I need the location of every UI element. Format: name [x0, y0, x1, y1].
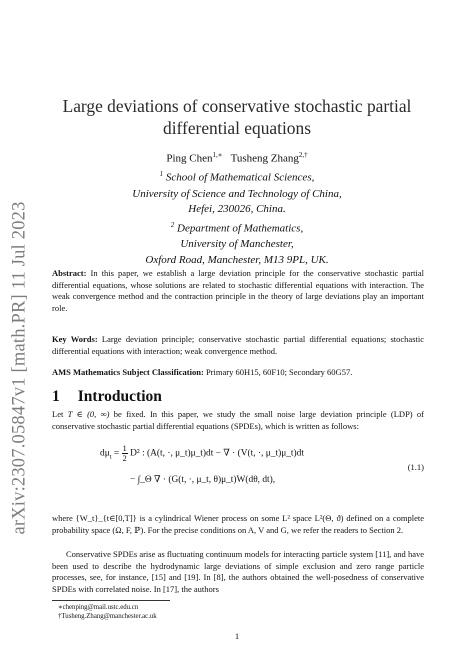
eq-equals: =	[111, 448, 122, 459]
affil-2-line-2: University of Manchester,	[180, 237, 294, 250]
ams-text: Primary 60H15, 60F10; Secondary 60G57.	[205, 367, 353, 377]
affil-2-line-3: Oxford Road, Manchester, M13 9PL, UK.	[145, 253, 329, 266]
keywords-text: Large deviation principle; conservative stochastic partial differential equations; stochastic differential equations with interaction; weak convergence method.	[52, 334, 425, 356]
abstract	[52, 268, 424, 314]
eq-fraction	[122, 444, 128, 463]
ams-classification	[52, 367, 424, 379]
equation-number: (1.1)	[407, 462, 424, 472]
abstract-label: Abstract:	[52, 268, 87, 278]
keywords-label: Key Words:	[52, 334, 98, 344]
affil-1-line-1: School of Mathematical Sciences,	[165, 171, 315, 184]
section-number: 1	[52, 388, 60, 405]
para1-math: T ∈ (0, ∞)	[67, 409, 110, 419]
footnote-2: †Tusheng.Zhang@manchester.ac.uk	[58, 613, 157, 620]
eq-rhs: D² : (A(t, ·, μ_t)μ_t)dt − ∇ · (V(t, ·, μ_t)μ_t)dt	[130, 448, 304, 459]
footnote-1: ∗chenping@mail.ustc.edu.cn	[58, 604, 139, 611]
intro-paragraph-3: Conservative SPDEs arise as fluctuating continuum models for interacting particle system [11], and have been used to describe the hydrodynamic large deviations of simple exclusion and zero range particle processes, see, for instance, [15] and [19]. In [8], the authors obtained the well-posedness of conservative SPDEs with correlated noise. In [17], the authors	[52, 549, 424, 594]
affil-2-line-1: Department of Mathematics,	[177, 222, 304, 235]
affiliation-1	[60, 167, 414, 217]
authors-block	[60, 148, 414, 268]
section-title: Introduction	[77, 388, 162, 405]
section-heading	[52, 388, 162, 406]
author-2-name: Tusheng Zhang	[230, 152, 299, 165]
keywords	[52, 334, 424, 357]
affiliation-2	[60, 218, 414, 268]
arxiv-identifier-stamp	[8, 178, 32, 558]
eq-lhs: dμ	[100, 448, 110, 459]
footnotes	[58, 603, 157, 621]
ams-label: AMS Mathematics Subject Classification:	[52, 367, 204, 377]
para1-part-c: be fixed. In this paper, we study the small noise large deviation principle (LDP) of conservative stochastic partial differential equations (SPDEs), which is written as follows:	[52, 409, 425, 431]
affil-1-line-2: University of Science and Technology of China,	[132, 187, 342, 200]
para1-part-a: Let	[52, 409, 68, 419]
page-number: 1	[234, 631, 240, 641]
intro-paragraph-2: where {W_t}_{t∈[0,T]} is a cylindrical Wiener process on some L² space L²(Θ, ϑ) defined on a complete probability space (Ω, F, ℙ). For the precise conditions on A, V and G, we refer the readers to Section 2.	[52, 513, 424, 535]
paper-title	[60, 95, 414, 139]
equation-1-1	[100, 442, 424, 504]
equation-line-1	[100, 444, 304, 463]
affil-2-number: 2	[170, 220, 175, 229]
title-line-1: Large deviations of conservative stochastic partial	[62, 96, 412, 116]
affil-1-number: 1	[159, 170, 164, 179]
footnote-rule	[52, 600, 170, 601]
author-1-marks: 1,∗	[212, 151, 223, 159]
title-line-2: differential equations	[163, 118, 311, 138]
affil-1-line-3: Hefei, 230026, China.	[188, 203, 286, 216]
eq-lhs-sub: t	[109, 453, 112, 461]
eq-frac-den: 2	[122, 453, 127, 463]
author-1-name: Ping Chen	[166, 152, 213, 165]
author-2-marks: 2,†	[298, 151, 308, 159]
abstract-text: In this paper, we establish a large deviation principle for the conservative stochastic partial differential equations, whose solutions are related to stochastic differential equations with interaction. The weak convergence method and the contraction principle in the theory of large deviations play an important role.	[52, 268, 425, 313]
equation-line-2: − ∫_Θ ∇ · (G(t, ·, μ_t, θ)μ_t)W(dθ, dt),	[130, 475, 276, 485]
eq-frac-num: 1	[122, 443, 127, 453]
arxiv-id-text: arXiv:2307.05847v1 [math.PR] 11 Jul 2023	[9, 201, 30, 535]
intro-paragraph-1	[52, 409, 424, 432]
author-line	[60, 148, 414, 167]
